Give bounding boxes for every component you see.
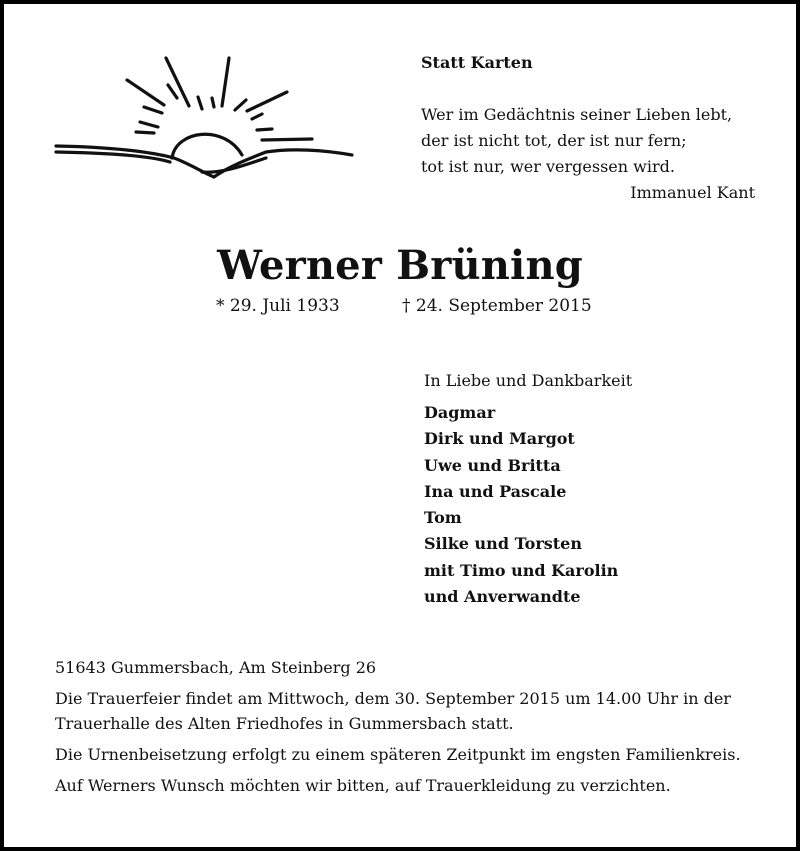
burial-text: Die Urnenbeisetzung erfolgt zu einem späteren Zeitpunkt im engsten Familienkreis. (55, 745, 741, 764)
ceremony-line: Die Trauerfeier findet am Mittwoch, dem 30. September 2015 um 14.00 Uhr in der (55, 689, 731, 708)
family-member: Tom (424, 508, 462, 528)
statt-karten-label: Statt Karten (421, 53, 533, 72)
deceased-name: Werner Brüning (217, 242, 583, 289)
family-member: Dirk und Margot (424, 429, 575, 449)
request-text: Auf Werners Wunsch möchten wir bitten, auf Trauerkleidung zu verzichten. (55, 776, 671, 795)
family-member: Dagmar (424, 403, 496, 422)
quote-line: tot ist nur, wer vergessen wird. (421, 157, 675, 176)
quote-line: der ist nicht tot, der ist nur fern; (421, 131, 687, 150)
family-member: mit Timo und Karolin (424, 560, 619, 580)
birth-date: * 29. Juli 1933 (216, 296, 340, 316)
family-member: Silke und Torsten (424, 534, 582, 554)
family-intro: In Liebe und Dankbarkeit (424, 371, 633, 390)
ceremony-text (55, 686, 765, 736)
family-member: und Anverwandte (424, 587, 581, 607)
family-member: Ina und Pascale (424, 481, 567, 501)
family-member: Uwe und Britta (424, 455, 561, 475)
family-block (424, 368, 784, 610)
address: 51643 Gummersbach, Am Steinberg 26 (55, 658, 377, 677)
quote-line: Wer im Gedächtnis seiner Lieben lebt, (421, 105, 733, 124)
quote-author: Immanuel Kant (630, 183, 755, 202)
quote-block (421, 52, 755, 206)
info-block (55, 656, 765, 804)
ceremony-line: Trauerhalle des Alten Friedhofes in Gummersbach statt. (55, 714, 514, 733)
sunrise-over-book-icon (52, 52, 357, 182)
death-date: † 24. September 2015 (402, 296, 592, 316)
